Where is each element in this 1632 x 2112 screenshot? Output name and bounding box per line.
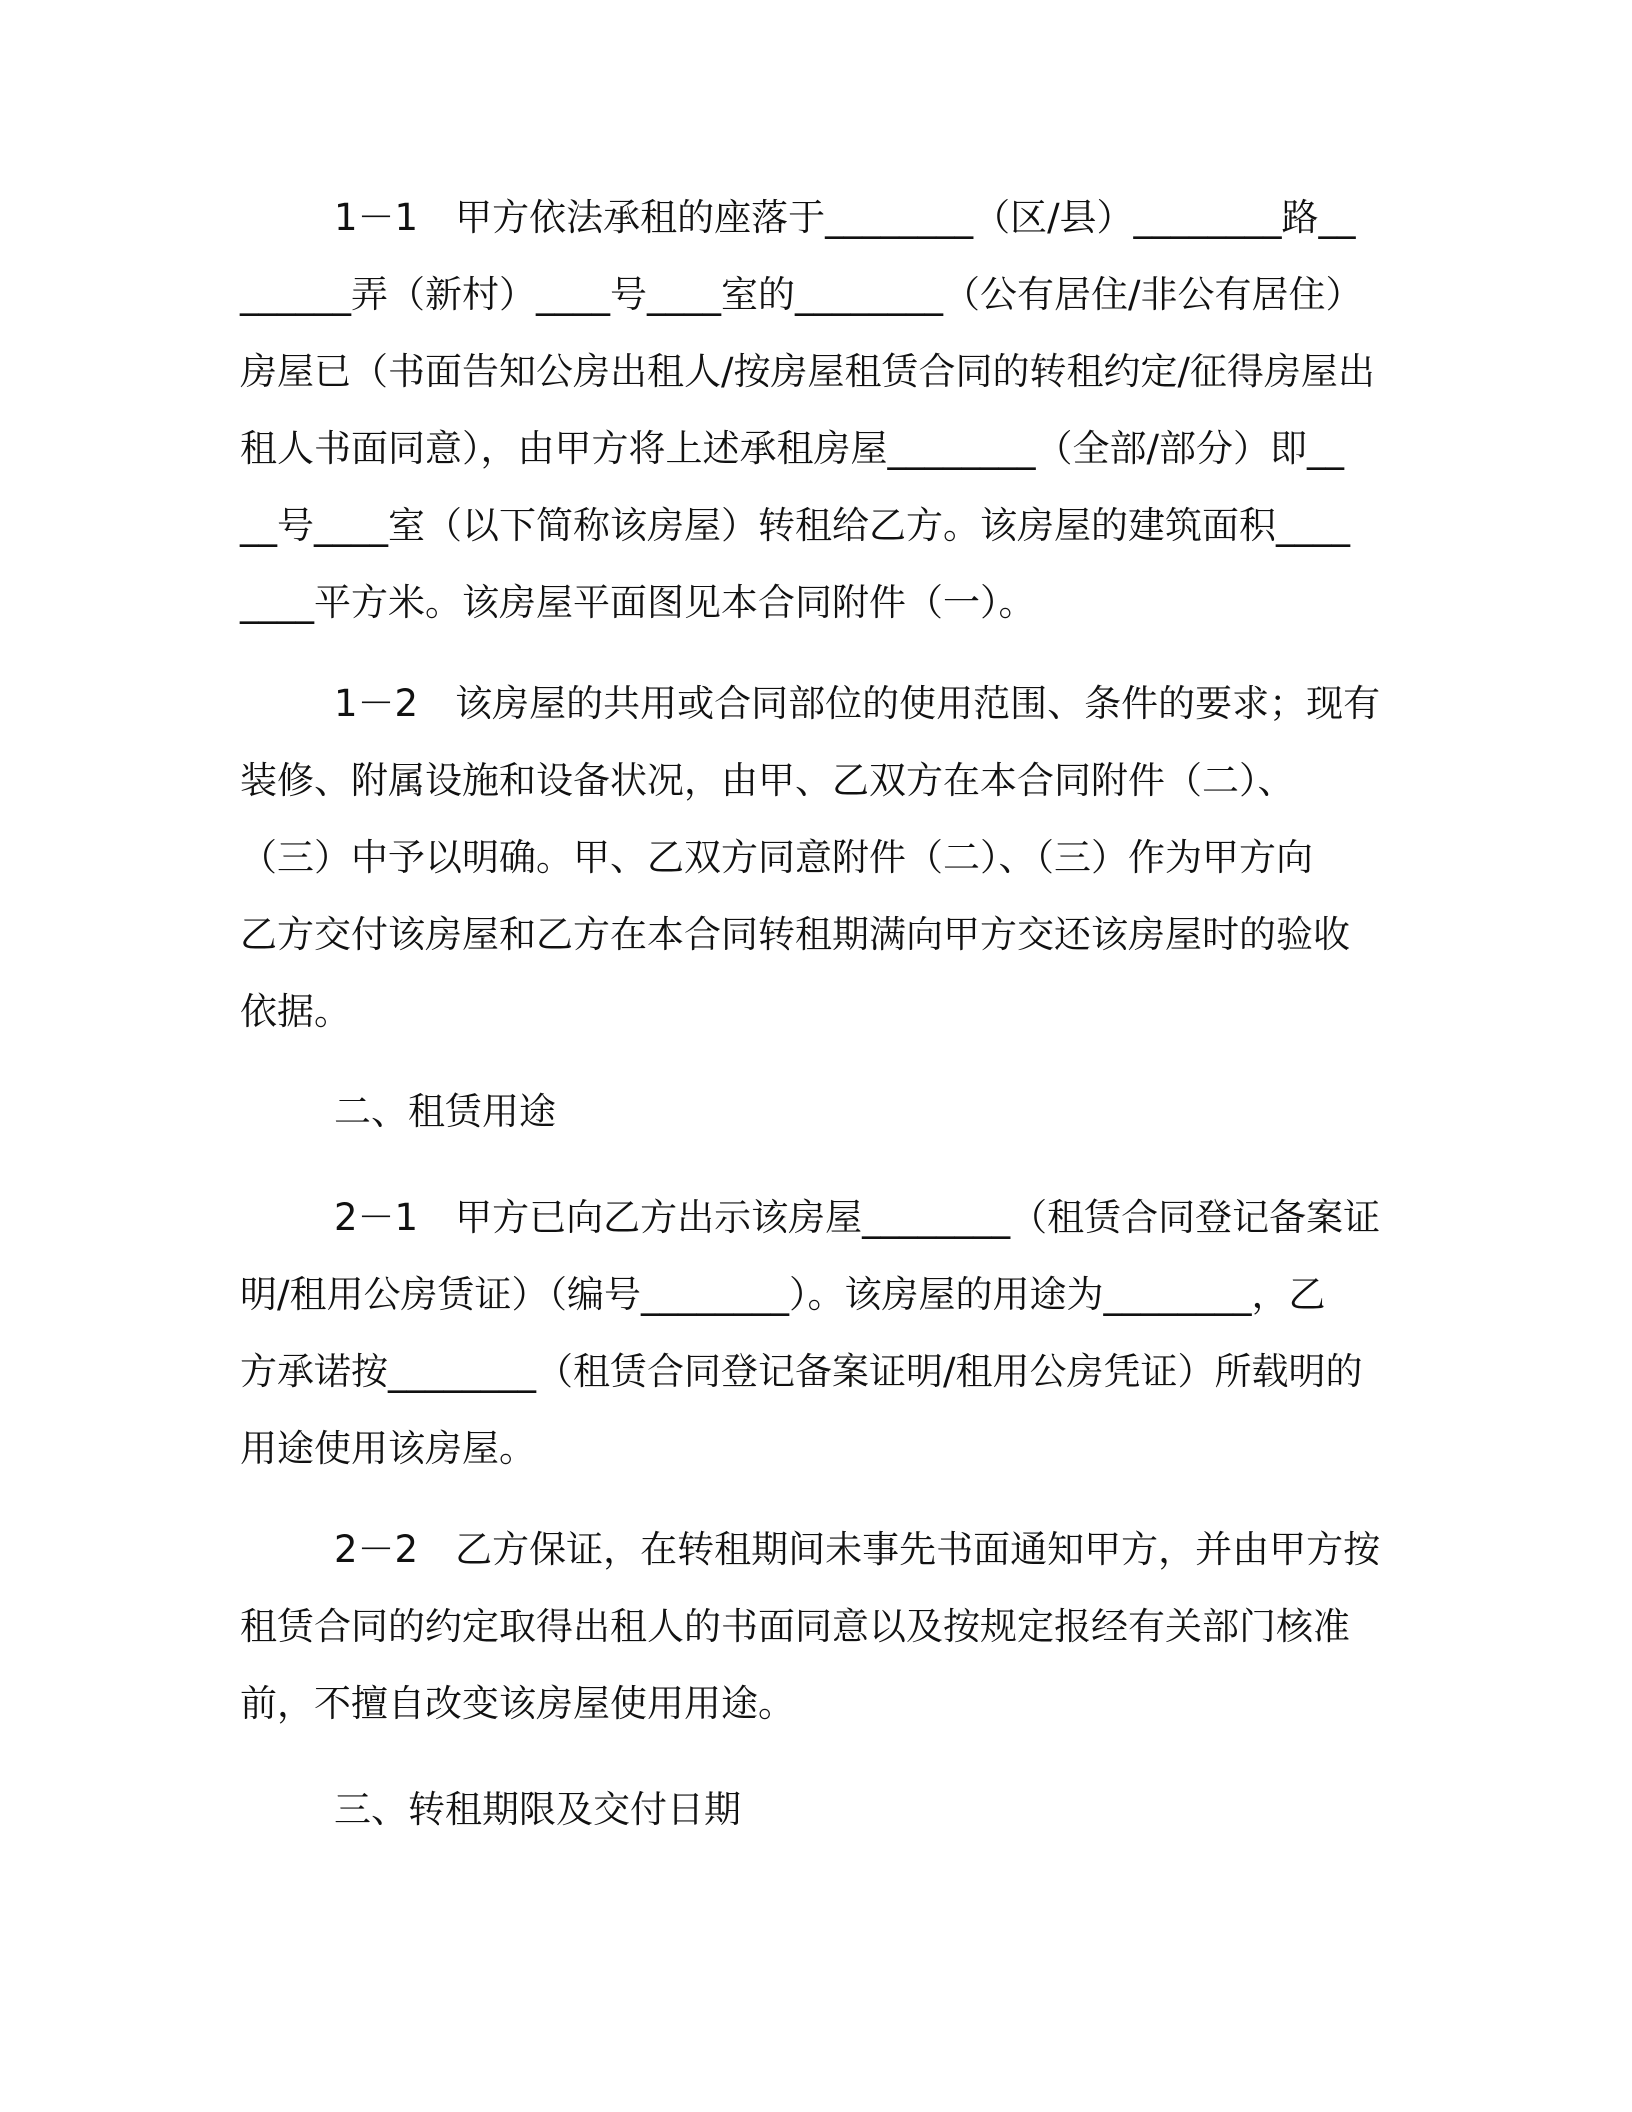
clause-line: 1－1 甲方依法承租的座落于________（区/县）________路__ <box>334 196 1356 239</box>
clause-line: ____平方米。该房屋平面图见本合同附件（一）。 <box>240 581 1036 624</box>
clause-line: 房屋已（书面告知公房出租人/按房屋租赁合同的转租约定/征得房屋出 <box>240 350 1375 393</box>
clause-line: __号____室（以下简称该房屋）转租给乙方。该房屋的建筑面积____ <box>240 504 1350 547</box>
clause-line: 装修、附属设施和设备状况，由甲、乙双方在本合同附件（二）、 <box>240 759 1295 802</box>
clause-line: ______弄（新村）____号____室的________（公有居住/非公有居住） <box>240 273 1363 316</box>
clause-line: 前，不擅自改变该房屋使用用途。 <box>240 1682 795 1725</box>
clause-line: 明/租用公房赁证）（编号________）。该房屋的用途为________，乙 <box>240 1273 1326 1316</box>
clause-line: 租人书面同意），由甲方将上述承租房屋________（全部/部分）即__ <box>240 427 1344 470</box>
section-2-heading: 二、租赁用途 <box>334 1090 556 1133</box>
clause-line: 依据。 <box>240 990 351 1033</box>
clause-line: 租赁合同的约定取得出租人的书面同意以及按规定报经有关部门核准 <box>240 1605 1350 1648</box>
clause-line: 2－1 甲方已向乙方出示该房屋________（租赁合同登记备案证 <box>334 1196 1381 1239</box>
clause-line: 乙方交付该房屋和乙方在本合同转租期满向甲方交还该房屋时的验收 <box>240 913 1350 956</box>
clause-line: （三）中予以明确。甲、乙双方同意附件（二）、（三）作为甲方向 <box>240 836 1313 879</box>
clause-line: 1－2 该房屋的共用或合同部位的使用范围、条件的要求；现有 <box>334 682 1381 725</box>
section-3-heading: 三、转租期限及交付日期 <box>334 1788 741 1831</box>
clause-line: 用途使用该房屋。 <box>240 1427 536 1470</box>
clause-line: 方承诺按________（租赁合同登记备案证明/租用公房凭证）所载明的 <box>240 1350 1363 1393</box>
clause-line: 2－2 乙方保证，在转租期间未事先书面通知甲方，并由甲方按 <box>334 1528 1381 1571</box>
